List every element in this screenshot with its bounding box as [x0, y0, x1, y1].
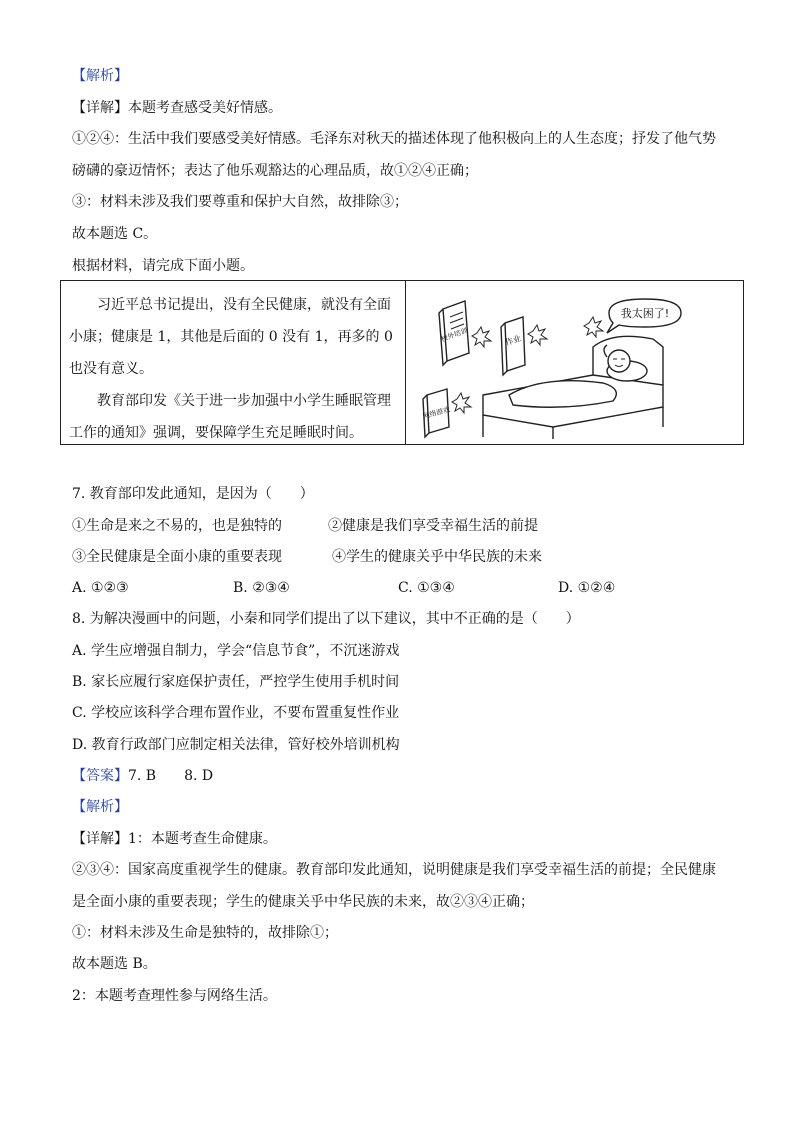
instruction-line: 根据材料，请完成下面小题。	[72, 258, 254, 274]
q8-option-c: C. 学校应该科学合理布置作业，不要布置重复性作业	[72, 705, 400, 721]
material-paragraph-2: 教育部印发《关于进一步加强中小学生睡眠管理工作的通知》强调，要保障学生充足睡眠时间。	[69, 393, 391, 441]
analysis-line-3: 是全面小康的重要表现；学生的健康关乎中华民族的未来，故②③④正确；	[72, 894, 534, 910]
speech-text: 我太困了!	[620, 307, 670, 320]
material-table	[60, 280, 744, 445]
q7-stem: 7. 教育部印发此通知，是因为（ ）	[72, 486, 314, 502]
book-label-3: 网络游戏	[421, 405, 452, 421]
material-text	[69, 289, 399, 449]
analysis-line-6: 2：本题考查理性参与网络生活。	[72, 988, 277, 1004]
q7-statement-3: ③全民健康是全面小康的重要表现	[72, 549, 282, 565]
detail-line-4: ③：材料未涉及我们要尊重和保护大自然，故排除③；	[72, 194, 408, 210]
detail-conclusion: 故本题选 C。	[72, 226, 158, 242]
answer-tag: 【答案】	[72, 768, 128, 784]
q7-statement-1: ①生命是来之不易的，也是独特的	[72, 518, 282, 534]
analysis-line-1: 【详解】1：本题考查生命健康。	[72, 831, 277, 847]
detail-line-1: 【详解】本题考查感受美好情感。	[72, 100, 282, 116]
analysis-line-2: ②③④：国家高度重视学生的健康。教育部印发此通知，说明健康是我们享受幸福生活的前提；全民健康	[72, 862, 716, 878]
q8-option-b: B. 家长应履行家庭保护责任，严控学生使用手机时间	[72, 674, 400, 690]
analysis-heading-1: 【解析】	[72, 68, 128, 84]
q7-option-c: C. ①③④	[398, 580, 455, 596]
book-label-2: 作业	[504, 333, 523, 348]
q7-statement-2: ②健康是我们享受幸福生活的前提	[328, 518, 538, 534]
answer-text: 7. B 8. D	[128, 768, 214, 784]
analysis-line-4: ①：材料未涉及生命是独特的，故排除①；	[72, 925, 338, 941]
analysis-line-5: 故本题选 B。	[72, 956, 157, 972]
detail-line-2: ①②④：生活中我们要感受美好情感。毛泽东对秋天的描述体现了他积极向上的人生态度；抒发了他气势	[72, 131, 716, 147]
answer-line	[72, 766, 213, 786]
q8-stem: 8. 为解决漫画中的问题，小秦和同学们提出了以下建议，其中不正确的是（ ）	[72, 611, 580, 627]
q7-option-b: B. ②③④	[233, 580, 290, 596]
cartoon-image	[413, 287, 739, 439]
q7-statement-4: ④学生的健康关乎中华民族的未来	[332, 549, 542, 565]
analysis-heading-2: 【解析】	[72, 799, 128, 815]
table-divider	[405, 281, 406, 444]
material-paragraph-1: 习近平总书记提出，没有全民健康，就没有全面小康；健康是 1，其他是后面的 0 没有 1，再多的 0 也没有意义。	[69, 297, 393, 377]
detail-line-3: 磅礴的豪迈情怀；表达了他乐观豁达的心理品质，故①②④正确；	[72, 163, 478, 179]
q8-option-a: A. 学生应增强自制力，学会“信息节食”，不沉迷游戏	[72, 643, 400, 659]
q8-option-d: D. 教育行政部门应制定相关法律，管好校外培训机构	[72, 737, 400, 753]
q7-option-d: D. ①②④	[558, 580, 616, 596]
q7-option-a: A. ①②③	[72, 580, 129, 596]
book-label-1: 校外培训	[439, 326, 469, 344]
